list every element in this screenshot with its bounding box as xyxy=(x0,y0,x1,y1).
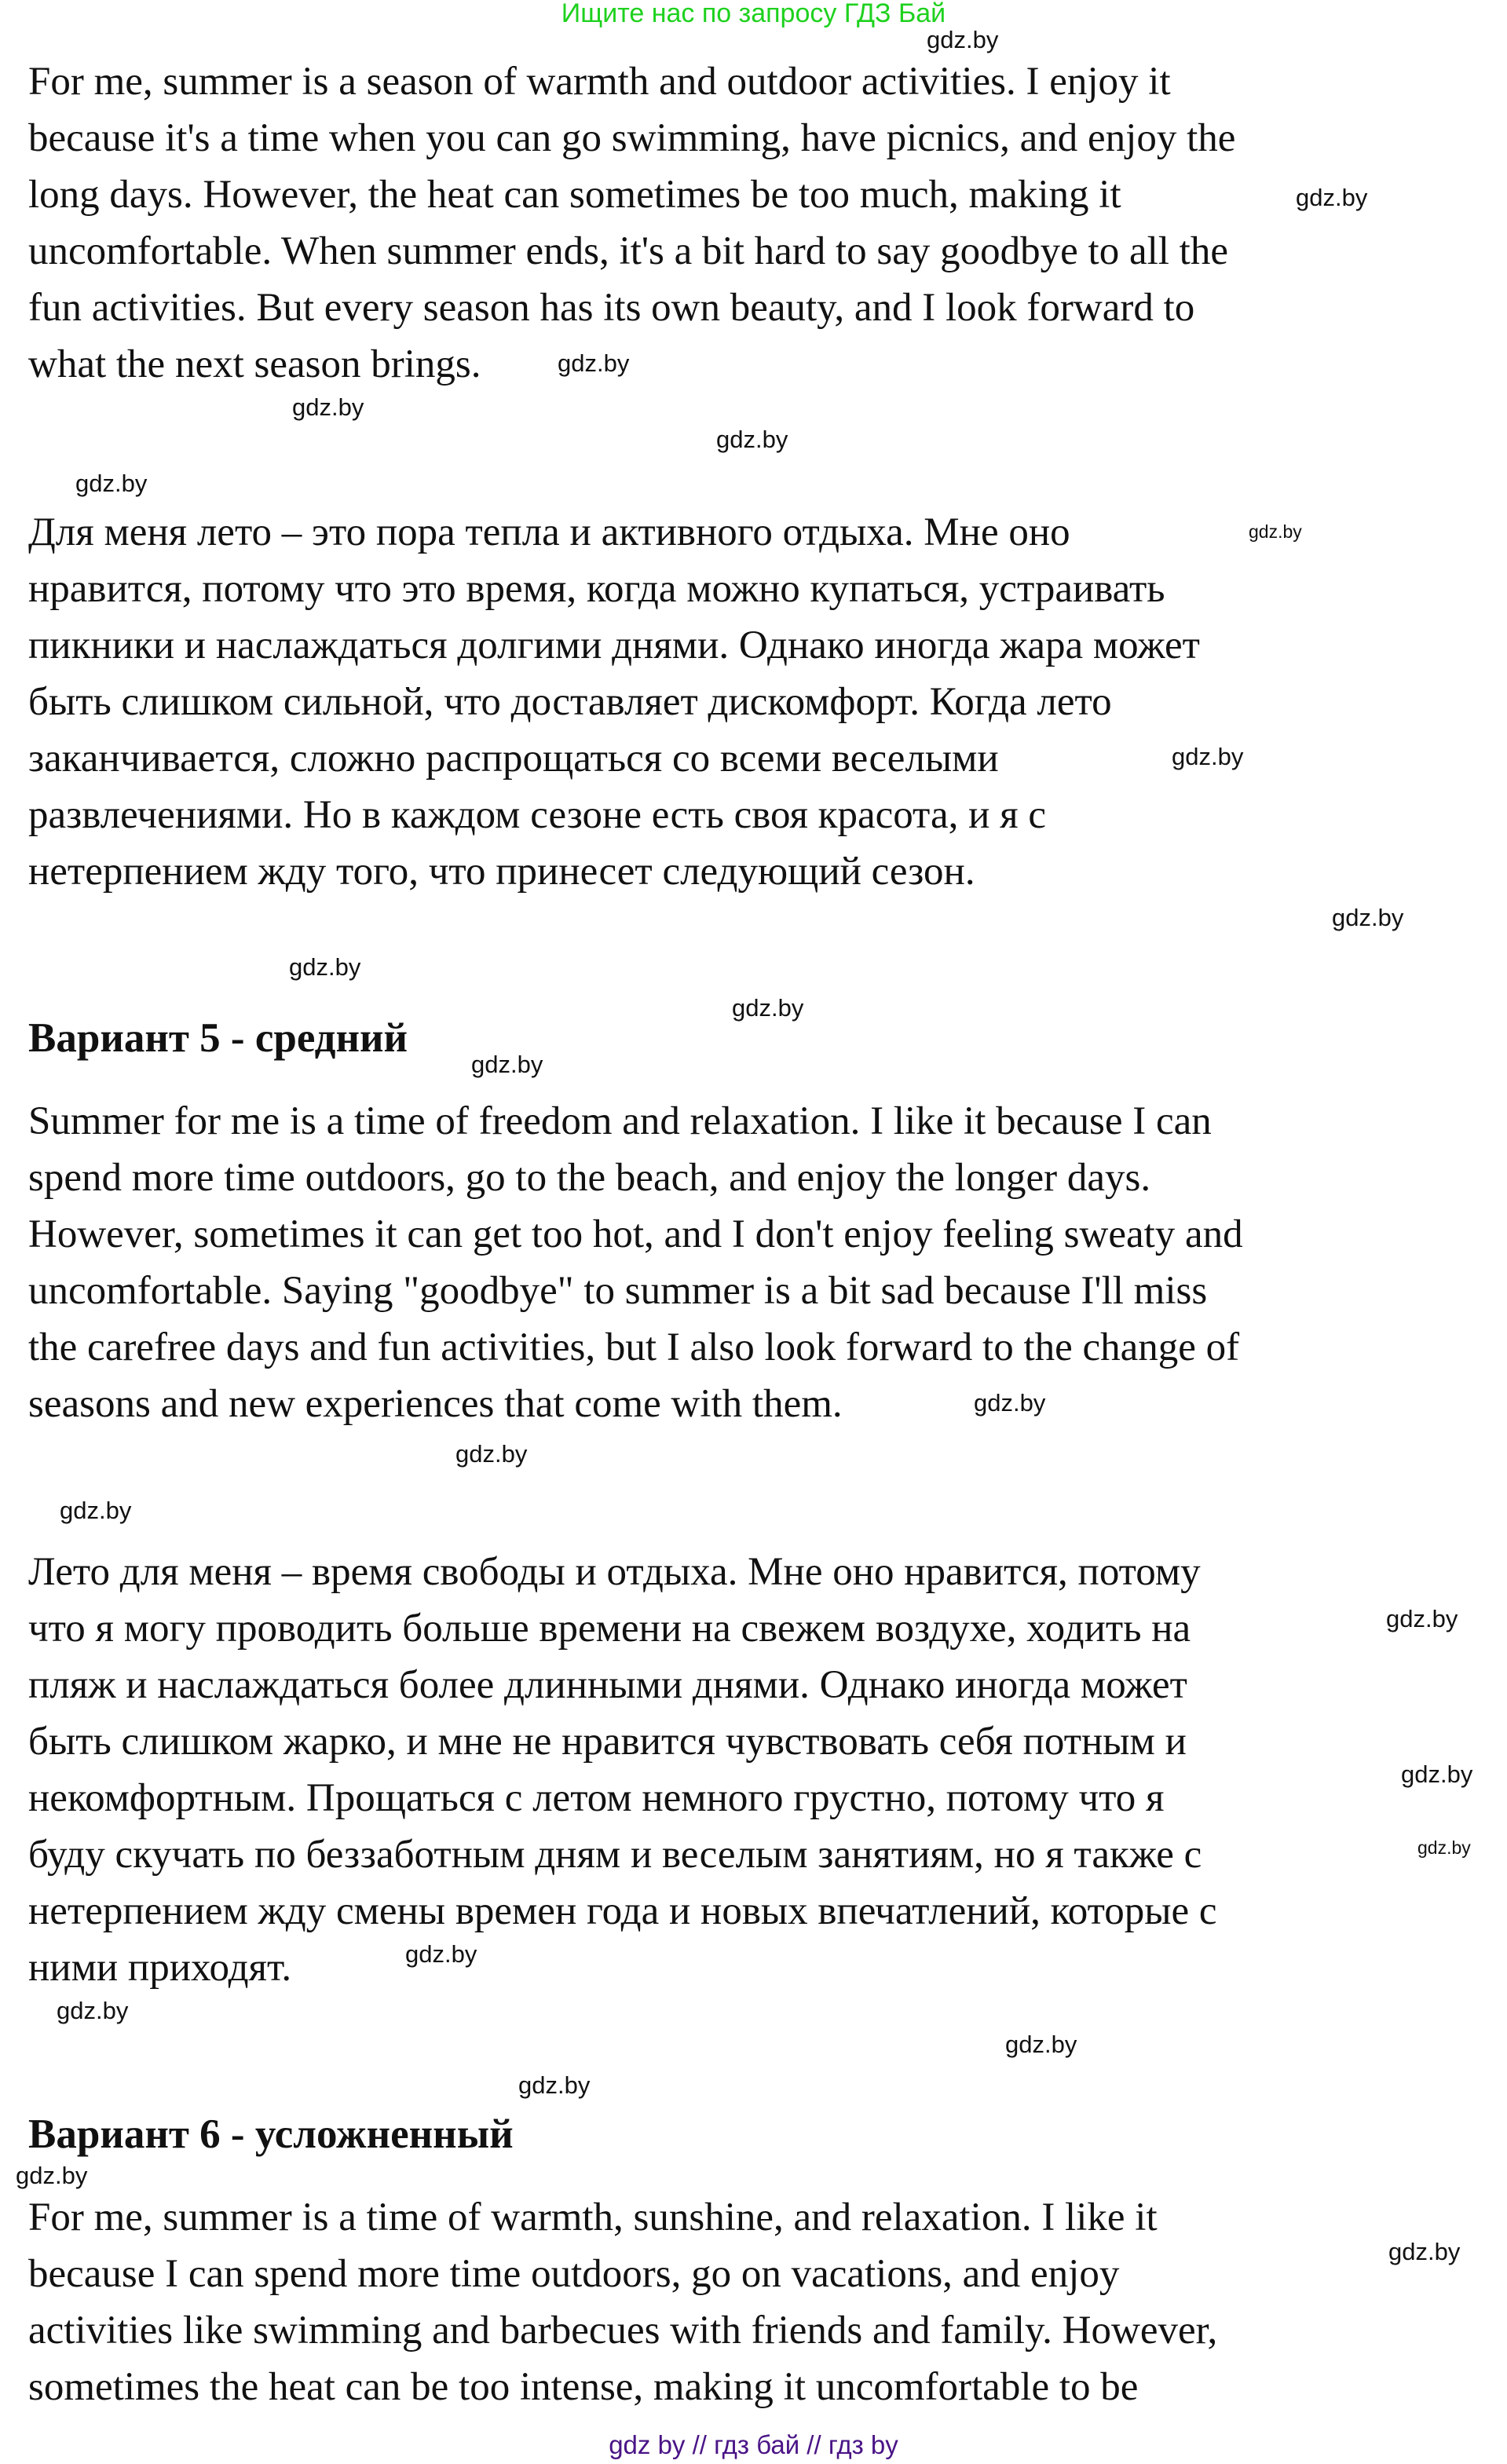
paragraph-english-v5 xyxy=(28,1093,1243,1432)
watermark: gdz.by xyxy=(1386,1605,1458,1632)
paragraph-russian-v4 xyxy=(28,504,1200,900)
watermark: gdz.by xyxy=(1172,743,1244,770)
text-line: заканчивается, сложно распрощаться со всеми веселыми xyxy=(28,737,999,781)
text-line: пикники и наслаждаться долгими днями. Однако иногда жара может xyxy=(28,623,1200,667)
watermark: gdz.by xyxy=(471,1051,543,1078)
watermark: gdz.by xyxy=(1417,1837,1471,1858)
text-line: что я могу проводить больше времени на свежем воздухе, ходить на xyxy=(28,1607,1191,1651)
text-line: нравится, потому что это время, когда можно купаться, устраивать xyxy=(28,567,1165,611)
text-line: activities like swimming and barbecues with friends and family. However, xyxy=(28,2309,1218,2352)
text-line: However, sometimes it can get too hot, and I don't enjoy feeling sweaty and xyxy=(28,1212,1243,1256)
text-line: uncomfortable. Saying "goodbye" to summer is a bit sad because I'll miss xyxy=(28,1269,1208,1313)
watermark: gdz.by xyxy=(292,393,364,421)
text-line: the carefree days and fun activities, but I also look forward to the change of xyxy=(28,1325,1240,1369)
watermark: gdz.by xyxy=(518,2071,591,2099)
watermark: gdz.by xyxy=(1388,2238,1461,2265)
search-promo-banner: Ищите нас по запросу ГДЗ Бай xyxy=(561,0,946,28)
text-line: Лето для меня – время свободы и отдыха. Мне оно нравится, потому xyxy=(28,1550,1201,1594)
text-line: пляж и наслаждаться более длинными днями. Однако иногда может xyxy=(28,1663,1187,1707)
watermark: gdz.by xyxy=(16,2162,88,2189)
watermark: gdz.by xyxy=(60,1497,132,1524)
watermark: gdz.by xyxy=(1401,1760,1473,1788)
text-line: uncomfortable. When summer ends, it's a bit hard to say goodbye to all the xyxy=(28,229,1228,273)
text-line: spend more time outdoors, go to the beach, and enjoy the longer days. xyxy=(28,1156,1151,1200)
watermark: gdz.by xyxy=(1332,904,1404,931)
watermark: gdz.by xyxy=(57,1997,129,2024)
text-line: what the next season brings. xyxy=(28,342,481,386)
heading-variant-5: Вариант 5 - средний xyxy=(28,1015,408,1061)
text-line: because I can spend more time outdoors, go on vacations, and enjoy xyxy=(28,2252,1120,2296)
text-line: некомфортным. Прощаться с летом немного грустно, потому что я xyxy=(28,1776,1165,1820)
text-line: быть слишком жарко, и мне не нравится чувствовать себя потным и xyxy=(28,1720,1187,1764)
text-line: Summer for me is a time of freedom and relaxation. I like it because I can xyxy=(28,1099,1212,1143)
text-line: long days. However, the heat can sometimes be too much, making it xyxy=(28,173,1121,217)
footer-links[interactable]: gdz by // гдз бай // гдз by xyxy=(609,2430,898,2459)
text-line: ними приходят. xyxy=(28,1946,292,1990)
watermark: gdz.by xyxy=(558,349,630,377)
watermark: gdz.by xyxy=(732,994,804,1022)
text-line: нетерпением жду смены времен года и новых впечатлений, которые с xyxy=(28,1889,1217,1933)
text-line: sometimes the heat can be too intense, making it uncomfortable to be xyxy=(28,2365,1139,2409)
text-line: because it's a time when you can go swimming, have picnics, and enjoy the xyxy=(28,116,1236,160)
watermark: gdz.by xyxy=(1005,2031,1077,2058)
watermark: gdz.by xyxy=(75,470,148,497)
text-line: развлечениями. Но в каждом сезоне есть своя красота, и я с xyxy=(28,793,1046,837)
heading-variant-6: Вариант 6 - усложненный xyxy=(28,2111,514,2157)
watermark: gdz.by xyxy=(455,1440,528,1468)
watermark: gdz.by xyxy=(1249,521,1302,542)
text-line: Для меня лето – это пора тепла и активного отдыха. Мне оно xyxy=(28,510,1070,554)
watermark: gdz.by xyxy=(974,1389,1046,1417)
text-line: seasons and new experiences that come with them. xyxy=(28,1382,843,1426)
paragraph-english-v6 xyxy=(28,2189,1217,2415)
watermark: gdz.by xyxy=(405,1940,477,1968)
text-line: нетерпением жду того, что принесет следующий сезон. xyxy=(28,850,975,894)
text-line: буду скучать по беззаботным дням и веселым занятиям, но я также с xyxy=(28,1833,1202,1877)
watermark: gdz.by xyxy=(289,953,361,981)
paragraph-english-v4 xyxy=(28,53,1235,393)
text-line: быть слишком сильной, что доставляет дискомфорт. Когда лето xyxy=(28,680,1112,724)
watermark: gdz.by xyxy=(927,26,999,53)
watermark: gdz.by xyxy=(1296,184,1368,211)
text-line: For me, summer is a season of warmth and outdoor activities. I enjoy it xyxy=(28,60,1171,104)
paragraph-russian-v5 xyxy=(28,1544,1217,1996)
watermark: gdz.by xyxy=(716,426,788,453)
text-line: For me, summer is a time of warmth, sunshine, and relaxation. I like it xyxy=(28,2195,1158,2239)
text-line: fun activities. But every season has its own beauty, and I look forward to xyxy=(28,286,1195,330)
